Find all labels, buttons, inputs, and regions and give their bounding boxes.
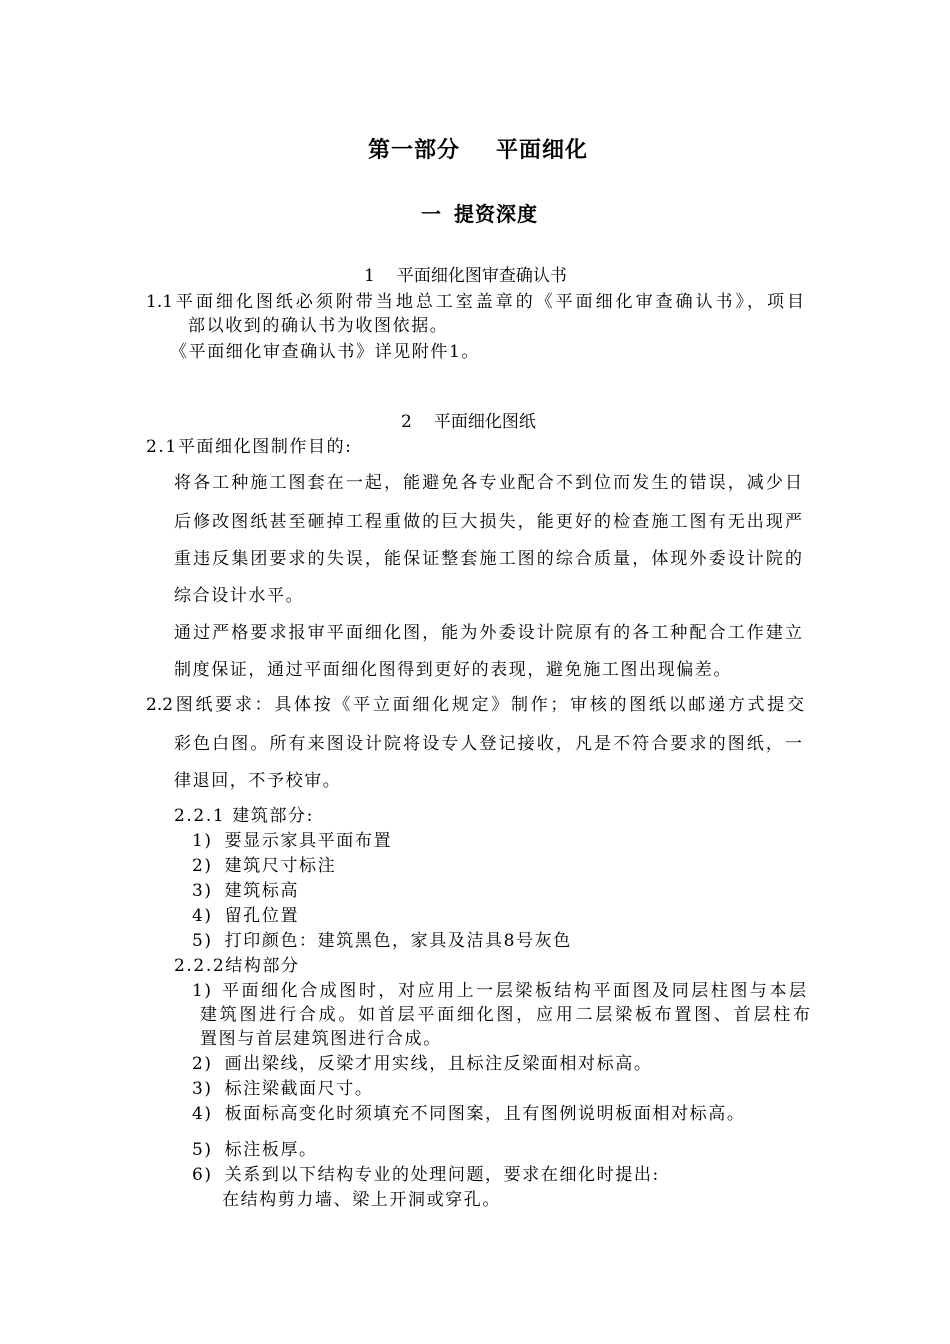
structure-title: 2.2.2结构部分 xyxy=(174,956,300,976)
list-item: 5) 打印颜色：建筑黑色，家具及洁具8号灰色 xyxy=(192,931,572,951)
list-item-number: 1) xyxy=(192,981,213,1001)
purpose-line: 通过严格要求报审平面细化图，能为外委设计院原有的各工种配合工作建立 xyxy=(174,623,802,643)
page-title xyxy=(368,139,588,161)
paragraph-2-2-line: 彩色白图。所有来图设计院将设专人登记接收，凡是不符合要求的图纸，一 xyxy=(174,734,802,754)
title-name: 平面细化 xyxy=(496,137,589,163)
paragraph-1-1-line-2: 部以收到的确认书为收图依据。 xyxy=(188,316,449,336)
purpose-line: 制度保证，通过平面细化图得到更好的表现，避免施工图出现偏差。 xyxy=(174,660,732,680)
list-item-line: 建筑图进行合成。如首层平面细化图，应用二层梁板布置图、首层柱布 xyxy=(200,1005,810,1025)
purpose-line: 重违反集团要求的失误，能保证整套施工图的综合质量，体现外委设计院的 xyxy=(174,549,802,569)
list-item: 3) 建筑标高 xyxy=(192,881,300,901)
list-item: 2) 画出梁线，反梁才用实线，且标注反梁面相对标高。 xyxy=(192,1054,653,1074)
list-item: 4) 板面标高变化时须填充不同图案，且有图例说明板面相对标高。 xyxy=(192,1104,746,1124)
purpose-line: 综合设计水平。 xyxy=(174,586,305,606)
list-item: 6) 关系到以下结构专业的处理问题，要求在细化时提出: xyxy=(192,1165,660,1185)
list-item-subline: 在结构剪力墙、梁上开洞或穿孔。 xyxy=(222,1190,501,1210)
title-part: 第一部分 xyxy=(368,137,461,163)
architecture-title: 2.2.1 建筑部分: xyxy=(174,806,314,826)
paragraph-2-1-title: 2.1平面细化图制作目的: xyxy=(146,437,353,457)
section-number: 一 xyxy=(421,202,442,226)
list-item: 4) 留孔位置 xyxy=(192,906,300,926)
purpose-line: 将各工种施工图套在一起，能避免各专业配合不到位而发生的错误，减少日 xyxy=(174,473,802,493)
list-item-line: 置图与首层建筑图进行合成。 xyxy=(200,1029,442,1049)
subsection-heading-1: 1 平面细化图审查确认书 xyxy=(364,266,567,286)
section-title: 提资深度 xyxy=(454,202,538,226)
paragraph-1-1-line-1: 1.1平面细化图纸必须附带当地总工室盖章的《平面细化审查确认书》，项目 xyxy=(146,292,804,312)
paragraph-1-1-line-3: 《平面细化审查确认书》详见附件1。 xyxy=(170,342,481,362)
purpose-line: 后修改图纸甚至砸掉工程重做的巨大损失，能更好的检查施工图有无出现严 xyxy=(174,512,802,532)
list-item: 2) 建筑尺寸标注 xyxy=(192,856,337,876)
paragraph-2-2-line: 2.2图纸要求：具体按《平立面细化规定》制作；审核的图纸以邮递方式提交 xyxy=(146,695,804,715)
paragraph-2-2-line: 律退回，不予校审。 xyxy=(174,771,342,791)
subsection-heading-2: 2 平面细化图纸 xyxy=(401,412,536,432)
list-item: 1) 要显示家具平面布置 xyxy=(192,831,393,851)
section-heading xyxy=(421,203,538,225)
list-item: 3) 标注梁截面尺寸。 xyxy=(192,1079,374,1099)
list-item-line: 平面细化合成图时，对应用上一层梁板结构平面图及同层柱图与本层 xyxy=(222,981,806,1001)
list-item: 5) 标注板厚。 xyxy=(192,1140,318,1160)
